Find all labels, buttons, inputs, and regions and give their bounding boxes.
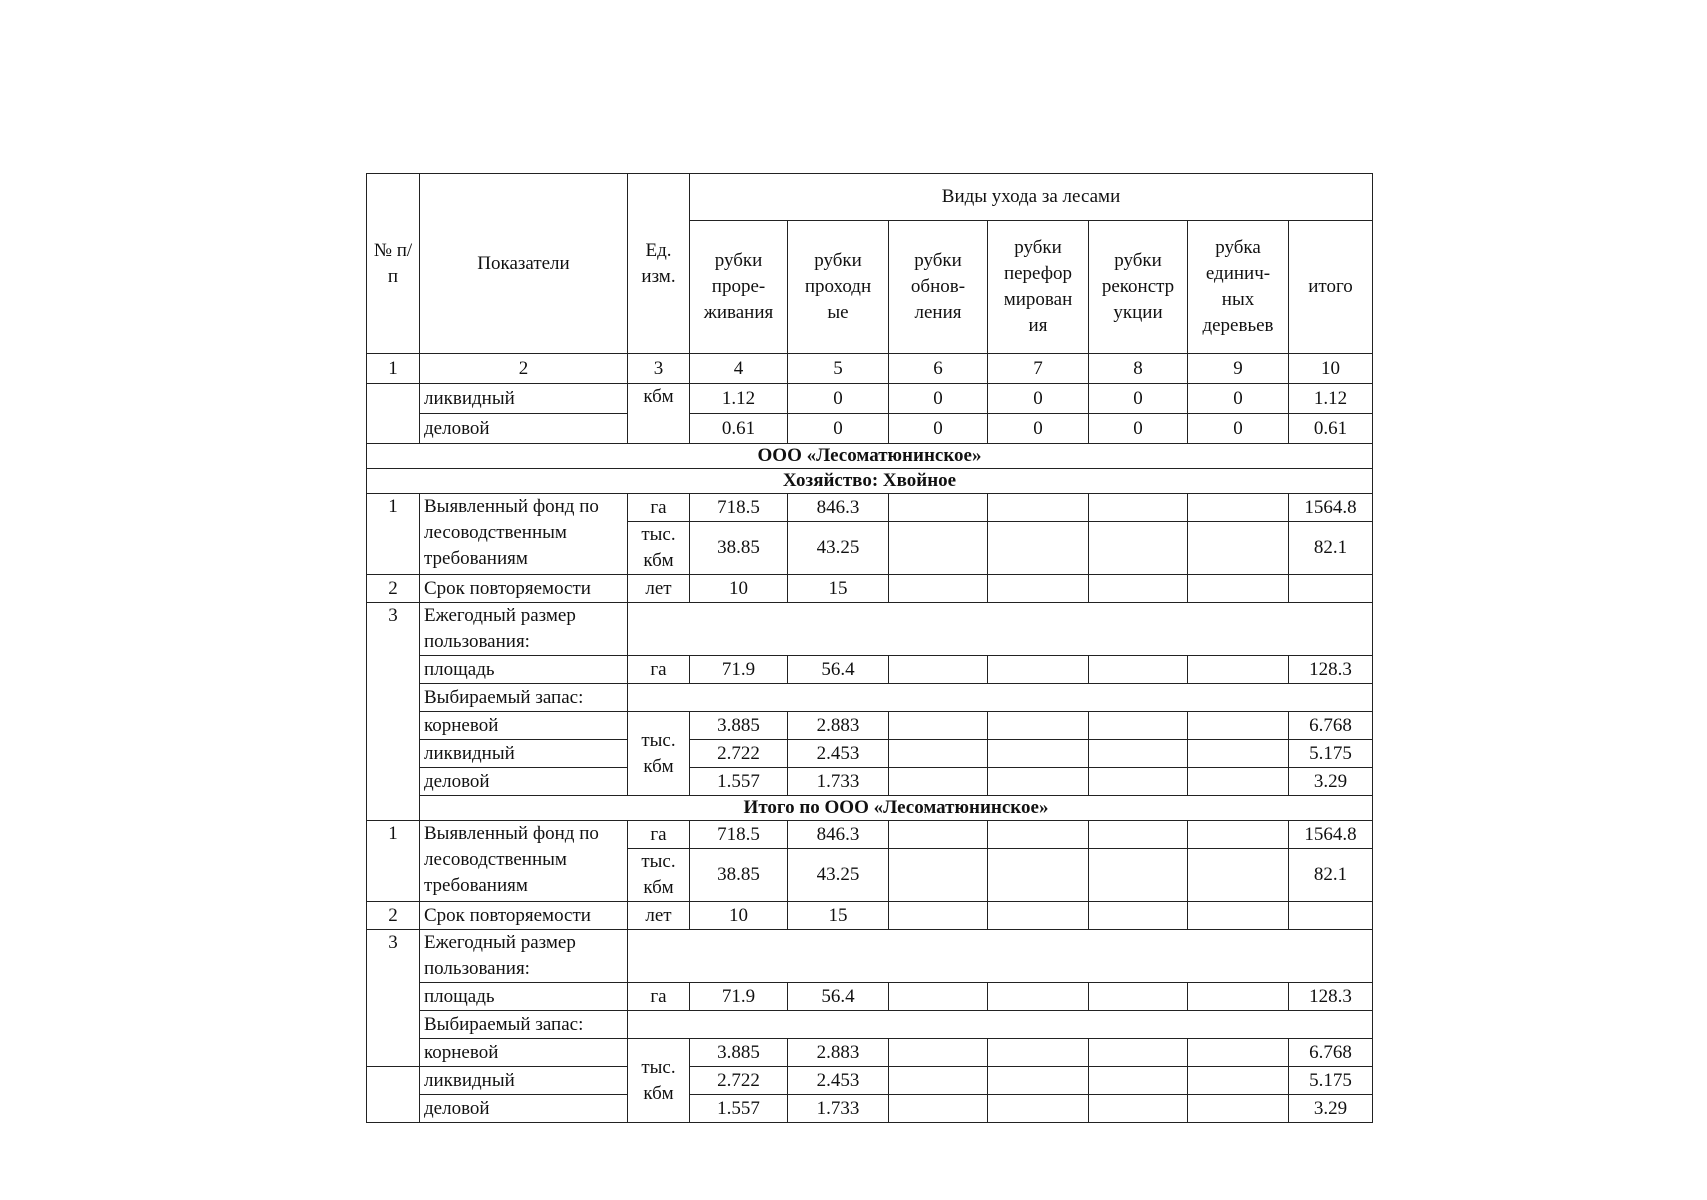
row-unit: тыс. кбм bbox=[628, 1039, 690, 1123]
cell-empty bbox=[1289, 902, 1373, 930]
cell-empty bbox=[889, 740, 988, 768]
row-label: Выбираемый запас: bbox=[420, 684, 628, 712]
table-row bbox=[367, 384, 1373, 414]
cell-empty bbox=[1188, 983, 1289, 1011]
cell-value: 718.5 bbox=[690, 821, 788, 849]
cell-empty bbox=[889, 902, 988, 930]
cell-value: 38.85 bbox=[690, 522, 788, 575]
row-label: корневой bbox=[420, 1039, 628, 1067]
cell-value: 718.5 bbox=[690, 494, 788, 522]
header-type: рубки перефор мирован ия bbox=[988, 221, 1089, 354]
row-label: Выбираемый запас: bbox=[420, 1011, 628, 1039]
cell-empty bbox=[988, 983, 1089, 1011]
cell-empty bbox=[1188, 849, 1289, 902]
cell-value: 0 bbox=[1188, 384, 1289, 414]
cell-value: 846.3 bbox=[788, 494, 889, 522]
cell-value: 1.557 bbox=[690, 768, 788, 796]
cell-value: 2.453 bbox=[788, 1067, 889, 1095]
cell-value: 71.9 bbox=[690, 983, 788, 1011]
cell-value: 2.883 bbox=[788, 712, 889, 740]
cell-value: 6.768 bbox=[1289, 1039, 1373, 1067]
header-num: № п/п bbox=[367, 174, 420, 354]
cell-value: 0 bbox=[1089, 414, 1188, 444]
row-label: деловой bbox=[420, 414, 628, 444]
cell-empty bbox=[1188, 740, 1289, 768]
table-row bbox=[367, 414, 1373, 444]
cell-empty bbox=[628, 684, 1373, 712]
col-number: 6 bbox=[889, 354, 988, 384]
cell-empty bbox=[1188, 768, 1289, 796]
cell-empty bbox=[988, 712, 1089, 740]
cell-empty bbox=[1188, 1095, 1289, 1123]
row-label: Ежегодный размер пользования: bbox=[420, 603, 628, 656]
column-numbers-row bbox=[367, 354, 1373, 384]
cell-empty bbox=[889, 494, 988, 522]
row-label: Выявленный фонд по лесоводственным требованиям bbox=[420, 494, 628, 575]
cell-empty bbox=[1188, 656, 1289, 684]
row-unit: лет bbox=[628, 902, 690, 930]
cell-value: 0 bbox=[889, 414, 988, 444]
row-unit: тыс. кбм bbox=[628, 522, 690, 575]
cell-value: 3.29 bbox=[1289, 768, 1373, 796]
cell-empty bbox=[1188, 1039, 1289, 1067]
row-label: деловой bbox=[420, 768, 628, 796]
cell-empty bbox=[1188, 902, 1289, 930]
cell-empty bbox=[988, 768, 1089, 796]
row-label: деловой bbox=[420, 1095, 628, 1123]
cell-value: 2.883 bbox=[788, 1039, 889, 1067]
cell-empty bbox=[1089, 1095, 1188, 1123]
forest-care-table-container bbox=[366, 173, 1372, 1123]
cell-value: 1.733 bbox=[788, 768, 889, 796]
cell-empty bbox=[1089, 712, 1188, 740]
row-unit: га bbox=[628, 983, 690, 1011]
cell-empty bbox=[889, 1095, 988, 1123]
cell-empty bbox=[1089, 1039, 1188, 1067]
cell-empty bbox=[988, 849, 1089, 902]
cell-value: 1564.8 bbox=[1289, 821, 1373, 849]
cell-empty bbox=[988, 494, 1089, 522]
cell-value: 0 bbox=[889, 384, 988, 414]
cell-empty bbox=[1089, 983, 1188, 1011]
cell-empty bbox=[1188, 575, 1289, 603]
row-unit: тыс. кбм bbox=[628, 712, 690, 796]
row-num: 2 bbox=[367, 575, 420, 603]
row-unit: га bbox=[628, 656, 690, 684]
row-label: площадь bbox=[420, 983, 628, 1011]
row-label: ликвидный bbox=[420, 384, 628, 414]
row-unit: кбм bbox=[628, 384, 690, 444]
col-number: 10 bbox=[1289, 354, 1373, 384]
cell-empty bbox=[1188, 494, 1289, 522]
cell-value: 3.29 bbox=[1289, 1095, 1373, 1123]
cell-value: 10 bbox=[690, 575, 788, 603]
row-num: 2 bbox=[367, 902, 420, 930]
row-label: ликвидный bbox=[420, 740, 628, 768]
cell-value: 0 bbox=[988, 384, 1089, 414]
cell-empty bbox=[1089, 1067, 1188, 1095]
cell-value: 0.61 bbox=[1289, 414, 1373, 444]
header-type: рубка единич- ных деревьев bbox=[1188, 221, 1289, 354]
header-group-title: Виды ухода за лесами bbox=[690, 174, 1373, 221]
cell-value: 3.885 bbox=[690, 1039, 788, 1067]
cell-value: 2.453 bbox=[788, 740, 889, 768]
cell-value: 82.1 bbox=[1289, 522, 1373, 575]
row-label: площадь bbox=[420, 656, 628, 684]
row-num bbox=[367, 384, 420, 444]
cell-empty bbox=[988, 1067, 1089, 1095]
section-title: Итого по ООО «Лесоматюнинское» bbox=[420, 796, 1373, 821]
section-subtitle: Хозяйство: Хвойное bbox=[367, 469, 1373, 494]
row-label: Срок повторяемости bbox=[420, 575, 628, 603]
header-type: рубки реконстр укции bbox=[1089, 221, 1188, 354]
cell-value: 3.885 bbox=[690, 712, 788, 740]
row-unit: тыс. кбм bbox=[628, 849, 690, 902]
cell-value: 56.4 bbox=[788, 983, 889, 1011]
header-type: итого bbox=[1289, 221, 1373, 354]
cell-value: 1.12 bbox=[1289, 384, 1373, 414]
row-label: корневой bbox=[420, 712, 628, 740]
cell-empty bbox=[889, 768, 988, 796]
row-unit: га bbox=[628, 494, 690, 522]
cell-empty bbox=[889, 821, 988, 849]
cell-empty bbox=[988, 1095, 1089, 1123]
header-type: рубки обнов- ления bbox=[889, 221, 988, 354]
cell-value: 0 bbox=[988, 414, 1089, 444]
row-num: 3 bbox=[367, 930, 420, 1067]
header-type: рубки проре- живания bbox=[690, 221, 788, 354]
col-number: 8 bbox=[1089, 354, 1188, 384]
forest-care-table bbox=[366, 173, 1373, 1123]
cell-value: 6.768 bbox=[1289, 712, 1373, 740]
col-number: 5 bbox=[788, 354, 889, 384]
cell-empty bbox=[988, 575, 1089, 603]
cell-value: 1564.8 bbox=[1289, 494, 1373, 522]
cell-empty bbox=[889, 656, 988, 684]
cell-value: 128.3 bbox=[1289, 656, 1373, 684]
cell-empty bbox=[1188, 821, 1289, 849]
cell-value: 0 bbox=[788, 384, 889, 414]
row-unit: га bbox=[628, 821, 690, 849]
cell-empty bbox=[1188, 522, 1289, 575]
cell-empty bbox=[628, 603, 1373, 656]
cell-empty bbox=[889, 1067, 988, 1095]
cell-empty bbox=[988, 522, 1089, 575]
col-number: 9 bbox=[1188, 354, 1289, 384]
row-label: Срок повторяемости bbox=[420, 902, 628, 930]
cell-empty bbox=[889, 712, 988, 740]
row-num bbox=[367, 1067, 420, 1123]
cell-empty bbox=[988, 821, 1089, 849]
cell-empty bbox=[1188, 1067, 1289, 1095]
cell-empty bbox=[1089, 522, 1188, 575]
cell-value: 43.25 bbox=[788, 522, 889, 575]
header-type: рубки проходн ые bbox=[788, 221, 889, 354]
cell-empty bbox=[1188, 712, 1289, 740]
cell-empty bbox=[1089, 821, 1188, 849]
section-title: ООО «Лесоматюнинское» bbox=[367, 444, 1373, 469]
header-unit: Ед. изм. bbox=[628, 174, 690, 354]
col-number: 7 bbox=[988, 354, 1089, 384]
cell-empty bbox=[988, 656, 1089, 684]
cell-value: 5.175 bbox=[1289, 1067, 1373, 1095]
cell-empty bbox=[889, 983, 988, 1011]
cell-empty bbox=[988, 1039, 1089, 1067]
cell-empty bbox=[1089, 768, 1188, 796]
cell-value: 82.1 bbox=[1289, 849, 1373, 902]
cell-empty bbox=[889, 522, 988, 575]
row-unit: лет bbox=[628, 575, 690, 603]
cell-empty bbox=[988, 902, 1089, 930]
cell-empty bbox=[628, 930, 1373, 983]
cell-value: 43.25 bbox=[788, 849, 889, 902]
cell-empty bbox=[889, 849, 988, 902]
cell-value: 846.3 bbox=[788, 821, 889, 849]
cell-value: 0 bbox=[1089, 384, 1188, 414]
cell-value: 71.9 bbox=[690, 656, 788, 684]
cell-empty bbox=[1089, 849, 1188, 902]
cell-empty bbox=[1089, 494, 1188, 522]
col-number: 3 bbox=[628, 354, 690, 384]
cell-value: 15 bbox=[788, 902, 889, 930]
cell-empty bbox=[1089, 656, 1188, 684]
cell-empty bbox=[1089, 740, 1188, 768]
cell-value: 0.61 bbox=[690, 414, 788, 444]
row-label: ликвидный bbox=[420, 1067, 628, 1095]
row-label: Выявленный фонд по лесоводственным требованиям bbox=[420, 821, 628, 902]
cell-empty bbox=[1089, 575, 1188, 603]
cell-empty bbox=[1289, 575, 1373, 603]
header-indicator: Показатели bbox=[420, 174, 628, 354]
cell-value: 1.733 bbox=[788, 1095, 889, 1123]
cell-empty bbox=[1089, 902, 1188, 930]
row-num: 1 bbox=[367, 821, 420, 902]
col-number: 2 bbox=[420, 354, 628, 384]
cell-value: 5.175 bbox=[1289, 740, 1373, 768]
cell-empty bbox=[889, 575, 988, 603]
row-num: 1 bbox=[367, 494, 420, 575]
cell-value: 0 bbox=[1188, 414, 1289, 444]
cell-empty bbox=[889, 1039, 988, 1067]
cell-value: 2.722 bbox=[690, 740, 788, 768]
cell-empty bbox=[628, 1011, 1373, 1039]
cell-value: 15 bbox=[788, 575, 889, 603]
cell-value: 128.3 bbox=[1289, 983, 1373, 1011]
row-label: Ежегодный размер пользования: bbox=[420, 930, 628, 983]
cell-value: 0 bbox=[788, 414, 889, 444]
col-number: 4 bbox=[690, 354, 788, 384]
cell-value: 1.12 bbox=[690, 384, 788, 414]
cell-empty bbox=[988, 740, 1089, 768]
cell-value: 56.4 bbox=[788, 656, 889, 684]
cell-value: 1.557 bbox=[690, 1095, 788, 1123]
row-num: 3 bbox=[367, 603, 420, 821]
cell-value: 2.722 bbox=[690, 1067, 788, 1095]
col-number: 1 bbox=[367, 354, 420, 384]
cell-value: 10 bbox=[690, 902, 788, 930]
cell-value: 38.85 bbox=[690, 849, 788, 902]
